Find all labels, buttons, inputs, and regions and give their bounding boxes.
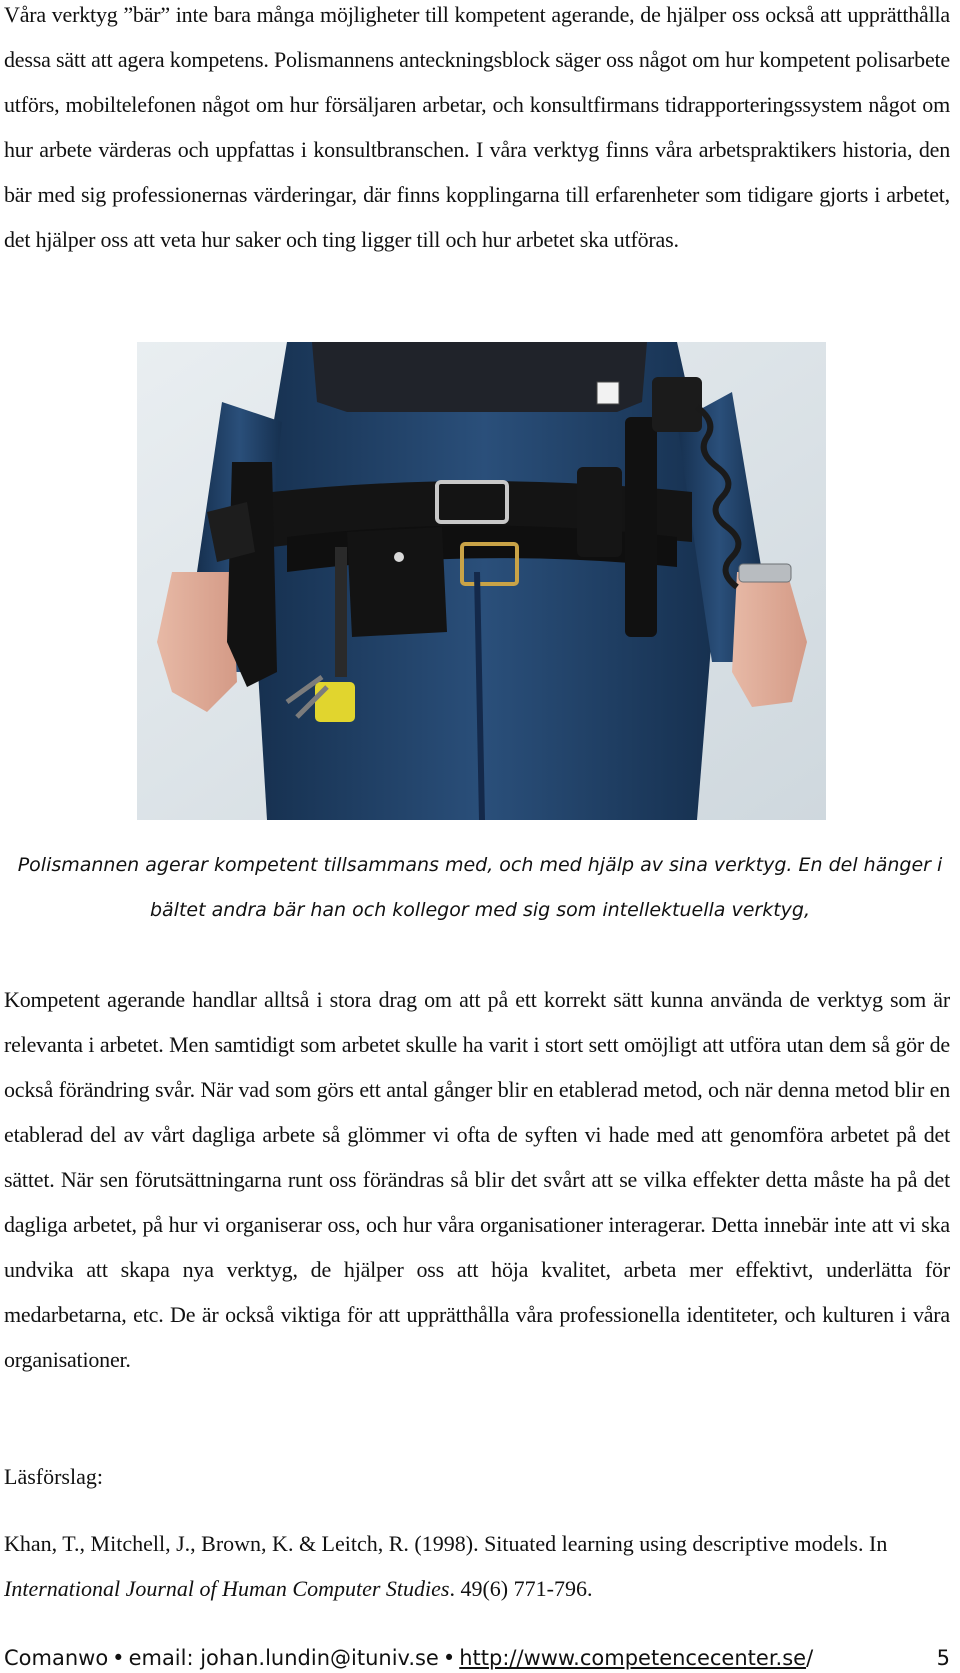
- reference-tail: . 49(6) 771-796.: [449, 1576, 593, 1601]
- reference-journal: International Journal of Human Computer Studies: [4, 1576, 450, 1601]
- body-paragraph-1: Våra verktyg ”bär” inte bara många möjligheter till kompetent agerande, de hjälper oss också att upprätthålla dessa sätt att agera kompetens. Polismannens anteckningsblock säger oss något om hur kompetent polisarbete utförs, mobiltelefonen något om hur försäljaren arbetar, och konsultfirmans tidrapporteringssystem något om hur arbete värderas och uppfattas i konsultbranschen. I våra verktyg finns våra arbetspraktikers historia, den bär med sig professionernas värderingar, där finns kopplingarna till erfarenheter som tidigare gjorts i arbetet, det hjälper oss att veta hur saker och ting ligger till och hur arbetet ska utföras.: [4, 2, 950, 252]
- body-paragraph-2: Kompetent agerande handlar alltså i stora drag om att på ett korrekt sätt kunna använda de verktyg som är relevanta i arbetet. Men samtidigt som arbetet skulle ha varit i stort sett omöjligt att utföra utan dem så gör de också förändring svår. När vad som görs ett antal gånger blir en etablerad metod, och när denna metod blir en etablerad del av vårt dagliga arbete så glömmer vi ofta de syften vi hade med att genomföra arbetet på det sättet. När sen förutsättningarna runt oss förändras så blir det svårt att se vilka effekter detta måste ha på det dagliga arbetet, på hur vi organiserar oss, och hur våra organisationer interagerar. Detta innebär inte att vi ska undvika att skapa nya verktyg, de hjälper oss att höja kvalitet, arbeta mer effektivt, underlätta för medarbetarna, etc. De är också viktiga för att upprätthålla våra professionella identiteter, och kulturen i våra organisationer.: [4, 987, 950, 1372]
- page-footer: [4, 1643, 950, 1673]
- footer-website-link[interactable]: http://www.competencecenter.se: [459, 1646, 807, 1670]
- reference-authors: Khan, T., Mitchell, J., Brown, K. & Leitch, R. (1998). Situated learning using descriptive models. In: [4, 1531, 888, 1556]
- reference-entry: [4, 1521, 950, 1611]
- footer-bullet: •: [442, 1646, 456, 1670]
- police-belt-photo: [137, 342, 826, 820]
- reading-suggestions-label: Läsförslag:: [4, 1464, 103, 1489]
- figure-caption: Polismannen agerar kompetent tillsammans med, och med hjälp av sina verktyg. En del hänger i bältet andra bär han och kollegor med sig som intellektuella verktyg,: [17, 854, 943, 921]
- footer-slash: /: [806, 1646, 814, 1670]
- page-number: 5: [936, 1646, 950, 1670]
- footer-bullet: •: [112, 1646, 125, 1670]
- footer-brand: Comanwo: [4, 1646, 109, 1670]
- footer-email: email: johan.lundin@ituniv.se: [128, 1646, 439, 1670]
